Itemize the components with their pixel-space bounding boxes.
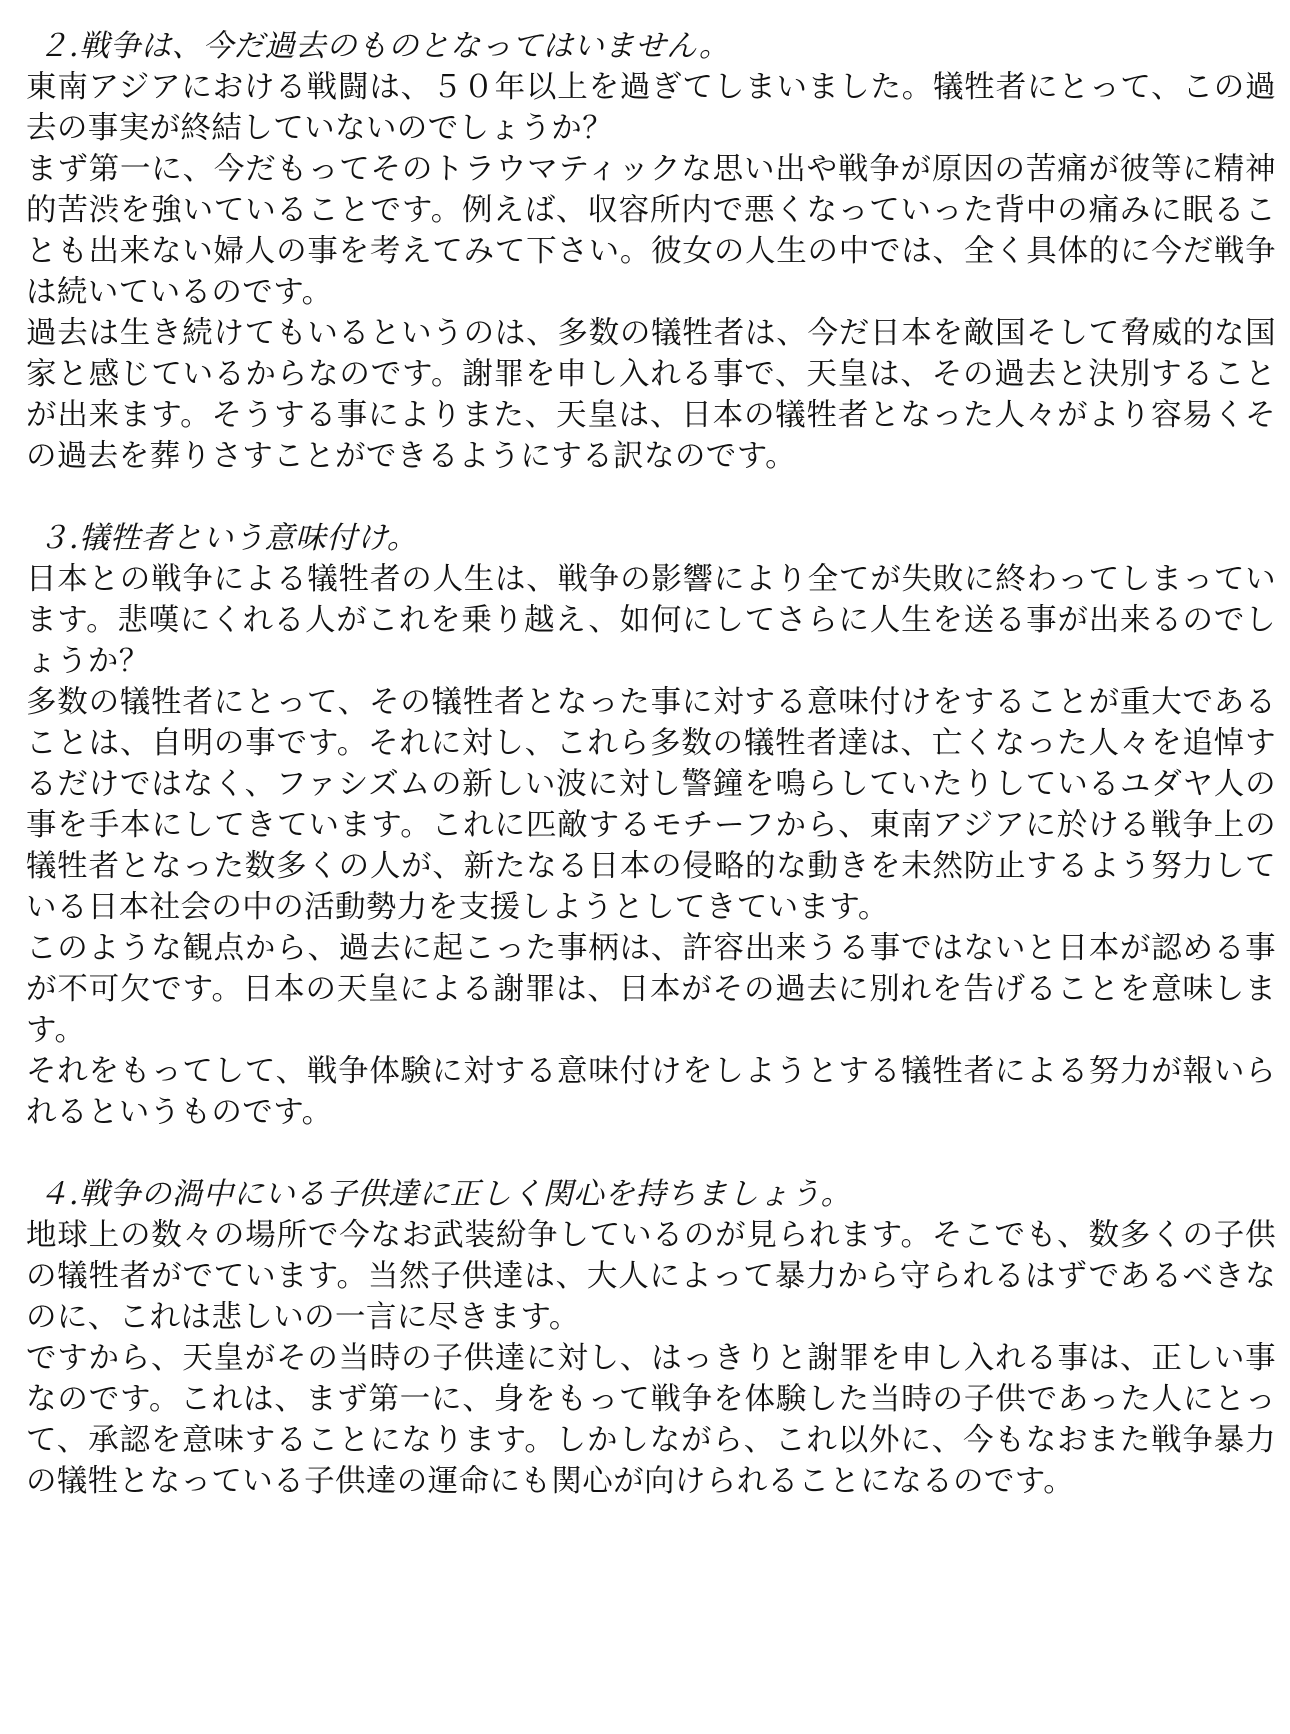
section-heading: ４.戦争の渦中にいる子供達に正しく関心を持ちましょう。 xyxy=(38,1177,852,1212)
paragraph: 多数の犠牲者にとって、その犠牲者となった事に対する意味付けをすることが重大であることは、自明の事です。それに対し、これら多数の犠牲者達は、亡くなった人々を追悼するだけではなく、ファシズムの新しい波に対し警鐘を鳴らしていたりしているユダヤ人の事を手本にしてきています。これに匹敵するモチーフから、東南アジアに於ける戦争上の犠牲者となった数多くの人が、新たなる日本の侵略的な動きを未然防止するよう努力している日本社会の中の活動勢力を支援しようとしてきています。 xyxy=(26,685,1276,925)
paragraph: 地球上の数々の場所で今なお武装紛争しているのが見られます。そこでも、数多くの子供の犠牲者がでています。当然子供達は、大人によって暴力から守られるはずであるべきなのに、これは悲しいの一言に尽きます。 xyxy=(26,1218,1276,1335)
document-page xyxy=(26,26,1276,1502)
paragraph: まず第一に、今だもってそのトラウマティックな思い出や戦争が原因の苦痛が彼等に精神的苦渋を強いていることです。例えば、収容所内で悪くなっていった背中の痛みに眠ることも出来ない婦人の事を考えてみて下さい。彼女の人生の中では、全く具体的に今だ戦争は続いているのです。 xyxy=(26,152,1276,310)
section-children-in-war xyxy=(26,1174,1276,1502)
paragraph: 過去は生き続けてもいるというのは、多数の犠牲者は、今だ日本を敵国そして脅威的な国家と感じているからなのです。謝罪を申し入れる事で、天皇は、その過去と決別することが出来ます。そうする事によりまた、天皇は、日本の犠牲者となった人々がより容易くその過去を葬りさすことができるようにする訳なのです。 xyxy=(26,316,1276,474)
paragraph: 日本との戦争による犠牲者の人生は、戦争の影響により全てが失敗に終わってしまっています。悲嘆にくれる人がこれを乗り越え、如何にしてさらに人生を送る事が出来るのでしょうか？ xyxy=(26,562,1276,679)
paragraph: 東南アジアにおける戦闘は、５０年以上を過ぎてしまいました。犠牲者にとって、この過去の事実が終結していないのでしょうか？ xyxy=(26,70,1276,146)
section-war-not-past xyxy=(26,26,1276,477)
paragraph: このような観点から、過去に起こった事柄は、許容出来うる事ではないと日本が認める事が不可欠です。日本の天皇による謝罪は、日本がその過去に別れを告げることを意味します。 xyxy=(26,931,1276,1048)
section-victim-meaning xyxy=(26,518,1276,1133)
paragraph: ですから、天皇がその当時の子供達に対し、はっきりと謝罪を申し入れる事は、正しい事なのです。これは、まず第一に、身をもって戦争を体験した当時の子供であった人にとって、承認を意味することになります。しかしながら、これ以外に、今もなおまた戦争暴力の犠牲となっている子供達の運命にも関心が向けられることになるのです。 xyxy=(26,1341,1276,1499)
paragraph: それをもってして、戦争体験に対する意味付けをしようとする犠牲者による努力が報いられるというものです。 xyxy=(26,1054,1276,1130)
section-heading: ２.戦争は、今だ過去のものとなってはいません。 xyxy=(38,29,730,64)
section-heading: ３.犠牲者という意味付け。 xyxy=(38,521,418,556)
